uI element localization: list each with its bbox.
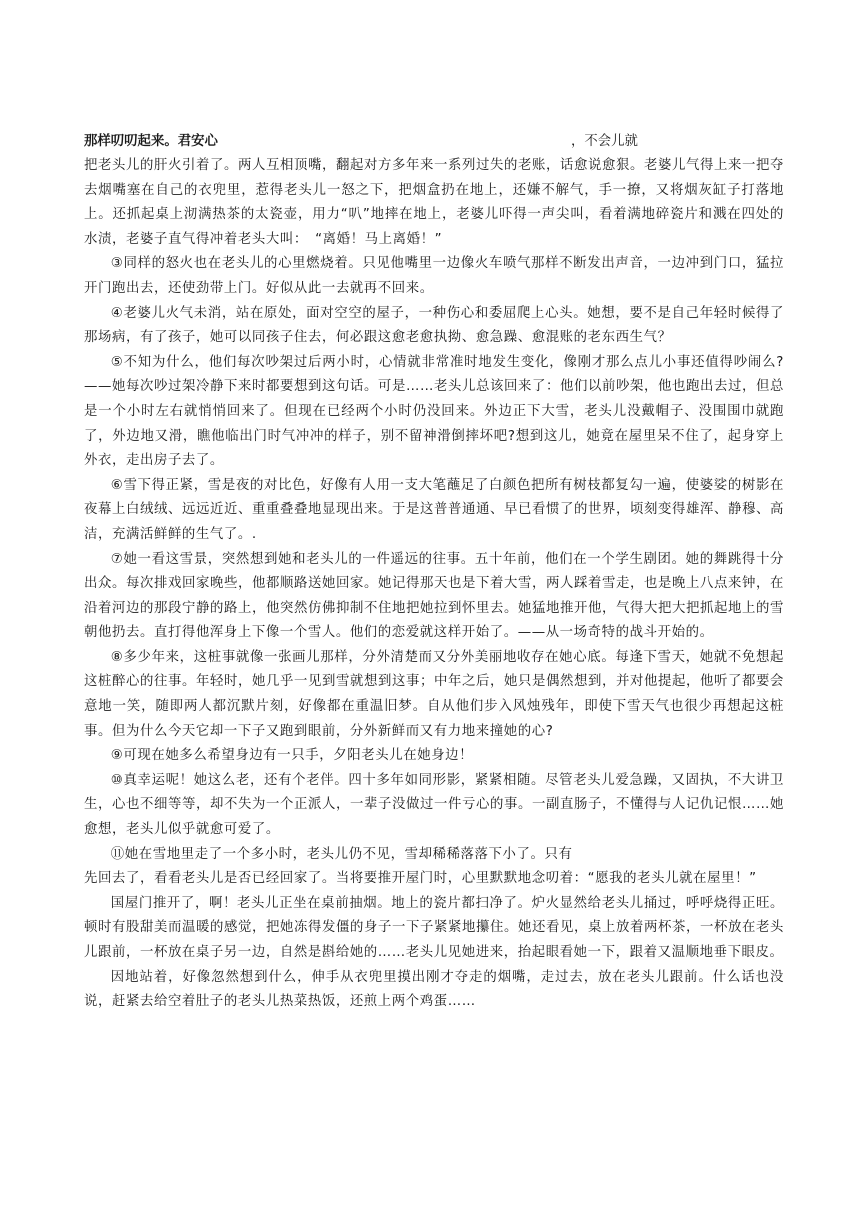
paragraph-13: 因地站着，好像忽然想到什么，伸手从衣兜里摸出刚才夺走的烟嘴，走过去，放在老头儿跟前。什么话也没说，赶紧去给空着肚子的老头儿热菜热饭，还煎上两个鸡蛋……	[84, 969, 784, 1010]
paragraph-2-continued: 把老头儿的肝火引着了。两人互相顶嘴，翻起对方多年来一系列过失的老账，话愈说愈狠。老婆儿气得上来一把夺去烟嘴塞在自己的衣兜里，惹得老头儿一怒之下，把烟盒扔在地上，还嫌不解气，手一撩，又将烟灰缸子打落地上。还抓起桌上沏满热茶的太瓷壶，用力“叭”地摔在地上，老婆儿吓得一声尖叫，看着满地碎瓷片和溅在四处的水渍，老婆子直气得冲着老头大叫： “离婚！马上离婚！”	[84, 158, 784, 247]
paragraph-4: ④老婆儿火气未消，站在原处，面对空空的屋子，一种伤心和委屈爬上心头。她想，要不是自己年轻时候得了那场病，有了孩子，她可以同孩子住去，何必跟这愈老愈执拗、愈急躁、愈混账的老东西生气？	[84, 305, 784, 346]
paragraph-5: ⑤不知为什么，他们每次吵架过后两小时，心情就非常准时地发生变化，像刚才那么点儿小事还值得吵闹么?——她每次吵过架冷静下来时都要想到这句话。可是……老头儿总该回来了：他们以前吵架，他也跑出去过，但总是一个小时左右就悄悄回来了。但现在已经两个小时仍没回来。外边正下大雪，老头儿没戴帽子、没围围巾就跑了，外边地又滑，瞧他临出门时气冲冲的样子，别不留神滑倒摔坏吧?想到这儿，她竟在屋里呆不住了，起身穿上外衣，走出房子去了。	[84, 354, 784, 469]
paragraph-10: ⑩真幸运呢！她这么老，还有个老伴。四十多年如同形影，紧紧相随。尽管老头儿爱急躁，又固执，不大讲卫生，心也不细等等，却不失为一个正派人，一辈子没做过一件亏心的事。一副直肠子，不懂得与人记仇记恨……她愈想，老头儿似乎就愈可爱了。	[84, 772, 784, 838]
paragraph-6: ⑥雪下得正紧，雪是夜的对比色，好像有人用一支大笔蘸足了白颜色把所有树枝都复勾一遍，使婆娑的树影在夜幕上白绒绒、远远近近、重重叠叠地显现出来。于是这普普通通、早已看惯了的世界，顷刻变得雄浑、静穆、高洁，充满活鲜鲜的生气了。.	[84, 477, 784, 542]
first-line	[84, 130, 784, 154]
first-line-left-text: 那样叨叨起来。君安心	[84, 134, 218, 149]
document-body	[84, 130, 784, 1015]
paragraph-8: ⑧多少年来，这桩事就像一张画儿那样，分外清楚而又分外美丽地收存在她心底。每逢下雪天，她就不免想起这桩醉心的往事。年轻时，她几乎一见到雪就想到这事；中年之后，她只是偶然想到，并对他提起，他听了都要会意地一笑，随即两人都沉默片刻，好像都在重温旧梦。自从他们步入风烛残年，即使下雪天气也很少再想起这桩事。但为什么今天它却一下子又跑到眼前，分外新鲜而又有力地来撞她的心?	[84, 649, 784, 739]
paragraph-3: ③同样的怒火也在老头儿的心里燃烧着。只见他嘴里一边像火车喷气那样不断发出声音，一边冲到门口，猛拉开门跑出去，还使劲带上门。好似从此一去就再不回来。	[84, 256, 784, 296]
paragraph-7: ⑦她一看这雪景，突然想到她和老头儿的一件遥远的往事。五十年前，他们在一个学生剧团。她的舞跳得十分出众。每次排戏回家晚些，他都顺路送她回家。她记得那天也是下着大雪，两人踩着雪走，也是晚上八点来钟，在沿着河边的那段宁静的路上，他突然仿佛抑制不住地把她拉到怀里去。她猛地推开他，气得大把大把抓起地上的雪朝他扔去。直打得他浑身上下像一个雪人。他们的恋爱就这样开始了。——从一场奇特的战斗开始的。	[84, 551, 784, 641]
paragraph-9: ⑨可现在她多么希望身边有一只手，夕阳老头儿在她身边！	[110, 748, 474, 764]
first-line-right-text: ，不会儿就	[571, 134, 638, 149]
paragraph-11: ⑪她在雪地里走了一个多小时，老头儿仍不见，雪却稀稀落落下小了。只有	[110, 846, 573, 862]
paragraph-11-continued: 先回去了，看看老头儿是否已经回家了。当将要推开屋门时，心里默默地念叨着：“愿我的老头儿就在屋里！”	[84, 871, 757, 887]
paragraph-12: 国屋门推开了，啊！老头儿正坐在桌前抽烟。地上的瓷片都扫净了。炉火显然给老头儿捅过，呼呼烧得正旺。顿时有股甜美而温暖的感觉，把她冻得发僵的身子一下子紧紧地攥住。她还看见，桌上放着两杯茶，一杯放在老头儿跟前，一杯放在桌子另一边，自然是斟给她的……老头儿见她进来，抬起眼看她一下，跟着又温顺地垂下眼皮。	[84, 895, 784, 960]
